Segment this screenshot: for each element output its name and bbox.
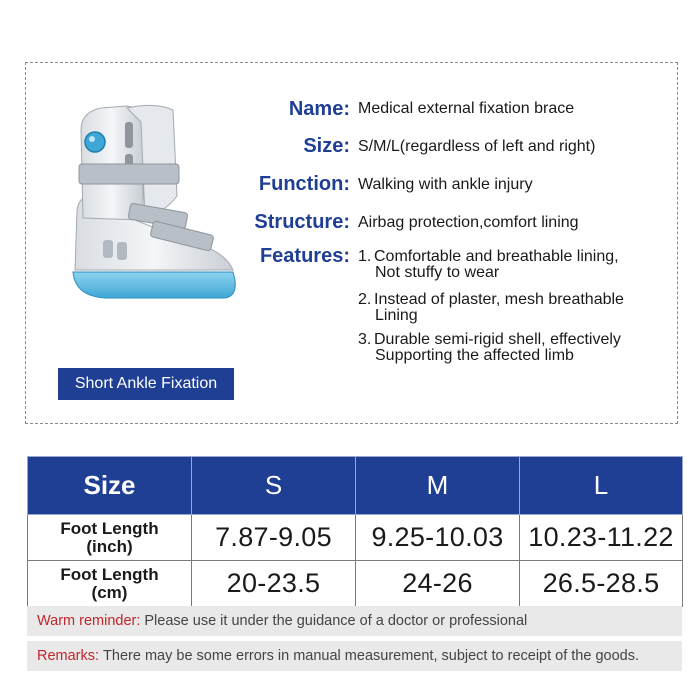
size-chart-table [27,456,683,607]
feature-item [358,332,621,364]
row-label-line: Foot Length [60,564,159,584]
table-cell: 24-26 [356,561,520,607]
structure-label: Structure: [254,211,350,233]
size-header-l: L [520,457,683,515]
row-label-unit: (inch) [86,536,133,556]
table-cell: 9.25-10.03 [356,515,520,561]
row-label [28,515,192,561]
features-label: Features: [259,245,350,267]
feature-number: 3. [358,331,372,348]
feature-item [358,249,619,281]
structure-value: Airbag protection,comfort lining [358,214,579,231]
size-label: Size: [303,135,350,157]
function-value: Walking with ankle injury [358,176,533,193]
table-cell: 10.23-11.22 [520,515,683,561]
table-row [28,515,683,561]
table-cell: 7.87-9.05 [192,515,356,561]
warm-reminder-tag: Warm reminder: [37,613,141,629]
feature-text: Instead of plaster, mesh breathable [374,291,624,308]
feature-text: Durable semi-rigid shell, effectively [374,331,621,348]
feature-text-cont: Supporting the affected limb [375,347,574,364]
function-label: Function: [258,173,350,195]
feature-text-cont: Not stuffy to wear [375,264,500,281]
row-label-line: Foot Length [60,518,159,538]
size-header-row [28,457,683,515]
feature-number: 2. [358,291,372,308]
row-label-unit: (cm) [91,582,128,602]
warm-reminder-text: Please use it under the guidance of a doctor or professional [144,613,528,629]
product-caption: Short Ankle Fixation [58,368,234,400]
table-cell: 26.5-28.5 [520,561,683,607]
remarks-bar [27,641,682,671]
remarks-tag: Remarks: [37,648,100,664]
table-cell: 20-23.5 [192,561,356,607]
size-header-s: S [192,457,356,515]
walking-boot-icon [65,100,240,310]
remarks-text: There may be some errors in manual measurement, subject to receipt of the goods. [103,648,640,664]
row-label [28,561,192,607]
name-value: Medical external fixation brace [358,100,575,117]
warm-reminder-bar [27,606,682,636]
size-header-label: Size [28,457,192,515]
name-label: Name: [288,98,350,120]
table-row [28,561,683,607]
feature-item [358,292,624,324]
feature-text: Comfortable and breathable lining, [374,248,619,265]
size-value: S/M/L(regardless of left and right) [358,138,596,155]
size-header-m: M [356,457,520,515]
feature-number: 1. [358,248,372,265]
feature-text-cont: Lining [375,307,418,324]
